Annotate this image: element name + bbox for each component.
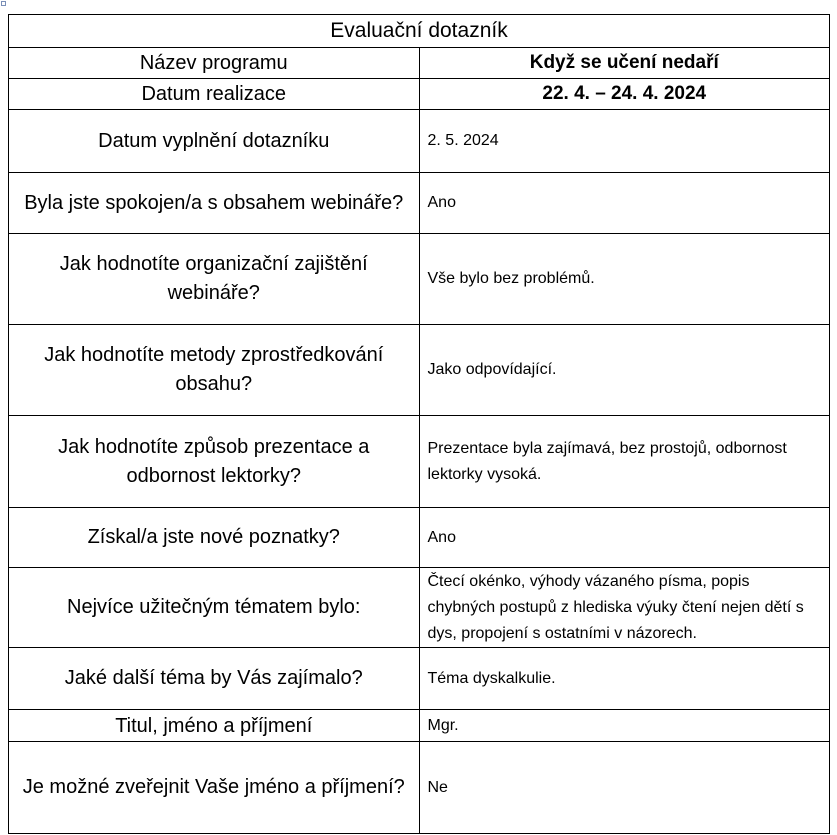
title-row xyxy=(9,15,830,48)
form-title: Evaluační dotazník xyxy=(9,15,830,48)
table-row xyxy=(9,568,830,648)
answer-cell: Téma dyskalkulie. xyxy=(419,648,830,710)
table-row xyxy=(9,48,830,79)
question-cell: Nejvíce užitečným tématem bylo: xyxy=(9,568,420,648)
answer-cell: Vše bylo bez problémů. xyxy=(419,234,830,325)
table-row xyxy=(9,648,830,710)
question-cell: Byla jste spokojen/a s obsahem webináře? xyxy=(9,173,420,234)
table-row xyxy=(9,508,830,568)
table-row xyxy=(9,742,830,834)
question-cell: Datum vyplnění dotazníku xyxy=(9,110,420,173)
question-cell: Jaké další téma by Vás zajímalo? xyxy=(9,648,420,710)
table-anchor-icon xyxy=(1,1,6,6)
question-cell: Je možné zveřejnit Vaše jméno a příjmení? xyxy=(9,742,420,834)
question-cell: Titul, jméno a příjmení xyxy=(9,710,420,742)
question-cell: Jak hodnotíte metody zprostředkování obsahu? xyxy=(9,325,420,416)
table-row xyxy=(9,110,830,173)
question-cell: Jak hodnotíte způsob prezentace a odbornost lektorky? xyxy=(9,416,420,508)
table-row xyxy=(9,234,830,325)
answer-cell: Prezentace byla zajímavá, bez prostojů, odbornost lektorky vysoká. xyxy=(419,416,830,508)
question-cell: Získal/a jste nové poznatky? xyxy=(9,508,420,568)
question-cell: Název programu xyxy=(9,48,420,79)
answer-cell: 2. 5. 2024 xyxy=(419,110,830,173)
answer-cell: 22. 4. – 24. 4. 2024 xyxy=(419,79,830,110)
evaluation-form-table xyxy=(8,14,830,834)
table-row xyxy=(9,173,830,234)
answer-cell: Čtecí okénko, výhody vázaného písma, popis chybných postupů z hlediska výuky čtení nejen dětí s dys, propojení s ostatními v názorech. xyxy=(419,568,830,648)
answer-cell: Ano xyxy=(419,508,830,568)
answer-cell: Mgr. xyxy=(419,710,830,742)
answer-cell: Ne xyxy=(419,742,830,834)
table-row xyxy=(9,79,830,110)
question-cell: Datum realizace xyxy=(9,79,420,110)
answer-cell: Když se učení nedaří xyxy=(419,48,830,79)
table-row xyxy=(9,325,830,416)
answer-cell: Jako odpovídající. xyxy=(419,325,830,416)
table-row xyxy=(9,416,830,508)
table-row xyxy=(9,710,830,742)
question-cell: Jak hodnotíte organizační zajištění webináře? xyxy=(9,234,420,325)
answer-cell: Ano xyxy=(419,173,830,234)
